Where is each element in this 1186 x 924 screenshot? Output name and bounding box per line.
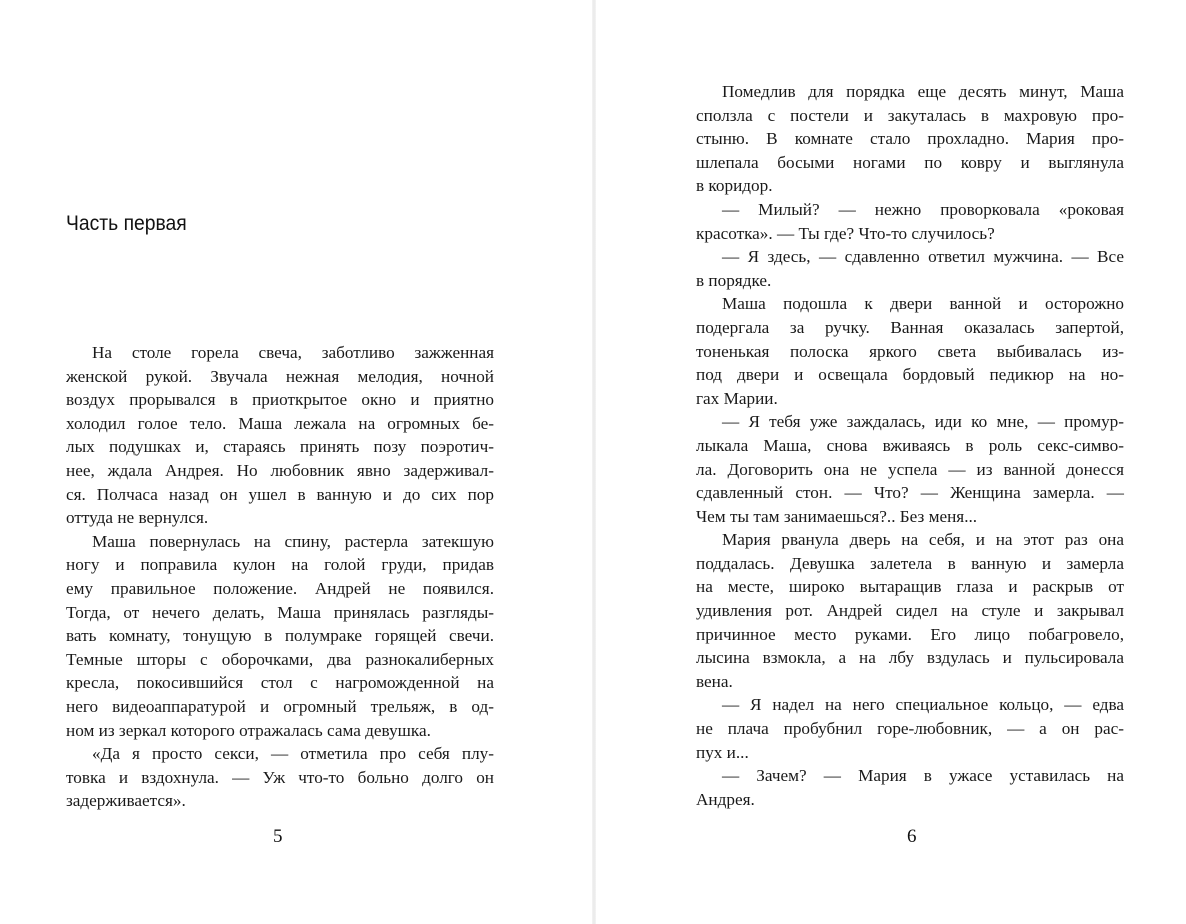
text-line: лых подушках и, стараясь принять позу поэротич- [66, 437, 494, 457]
text-line: красотка». — Ты где? Что-то случилось? [696, 223, 995, 243]
text-line: не плача пробубнил горе-любовник, — а он рас- [696, 719, 1124, 739]
chapter-title: Часть первая [66, 212, 187, 235]
text-line: холодил голое тело. Маша лежала на огромных бе- [66, 413, 494, 433]
text-line: причинное место руками. Его лицо побагровело, [696, 624, 1124, 644]
text-line: «Да я просто секси, — отметила про себя плу- [92, 744, 494, 764]
text-line: Мария рванула дверь на себя, и на этот раз она [722, 530, 1124, 550]
text-line: удивления рот. Андрей сидел на стуле и закрывал [696, 601, 1124, 621]
text-line: него видеоаппаратурой и огромный трельяж, в од- [66, 696, 494, 716]
page-number-right: 6 [907, 826, 917, 847]
paragraph [696, 764, 1124, 811]
paragraph [66, 530, 494, 742]
text-line: ногу и поправила кулон на голой груди, придав [66, 555, 494, 575]
text-line: в порядке. [696, 270, 772, 290]
paragraph [696, 528, 1124, 693]
text-line: Помедлив для порядка еще десять минут, Маша [722, 82, 1124, 101]
text-line: кресла, покосившийся стол с нагроможденной на [66, 673, 494, 693]
text-line: — Я здесь, — сдавленно ответил мужчина. — Все [722, 247, 1124, 267]
text-line: вать комнату, тонущую в полумраке горящей свечи. [66, 626, 494, 646]
text-line: Маша повернулась на спину, растерла затекшую [92, 531, 494, 551]
text-line: тоненькая полоска яркого света выбивалась из- [696, 341, 1124, 361]
text-line: оттуда не вернулся. [66, 508, 209, 528]
text-line: гах Марии. [696, 388, 778, 408]
text-line: Тогда, от нечего делать, Маша принялась разгляды- [66, 602, 494, 622]
text-line: ном из зеркал которого отражалась сама девушка. [66, 720, 431, 740]
text-line: — Я надел на него специальное кольцо, — едва [722, 695, 1124, 715]
text-line: лыкала Маша, снова вживаясь в роль секс-симво- [696, 435, 1124, 455]
text-line: подергала за ручку. Ванная оказалась запертой, [696, 317, 1124, 337]
text-line: шлепала босыми ногами по ковру и выглянула [696, 152, 1124, 172]
text-line: поддалась. Девушка залетела в ванную и замерла [696, 553, 1124, 573]
right-page-text [696, 80, 1124, 811]
left-page-text [66, 341, 494, 813]
paragraph [696, 198, 1124, 245]
text-line: сползла с постели и закуталась в махровую про- [696, 105, 1124, 125]
text-line: воздух прорывался в приоткрытое окно и приятно [66, 390, 494, 410]
page-number-left: 5 [273, 826, 283, 847]
text-line: Чем ты там занимаешься?.. Без меня... [696, 506, 978, 526]
text-line: ся. Полчаса назад он ушел в ванную и до сих пор [66, 484, 494, 504]
text-line: ла. Договорить она не успела — из ванной донесся [696, 459, 1124, 479]
text-line: под двери и освещала бордовый педикюр на но- [696, 365, 1124, 385]
text-line: — Я тебя уже заждалась, иди ко мне, — промур- [722, 412, 1124, 432]
right-page [596, 0, 1186, 924]
text-line: На столе горела свеча, заботливо зажженная [92, 343, 494, 362]
text-line: в коридор. [696, 176, 773, 196]
text-line: задерживается». [66, 791, 186, 811]
text-line: ему правильное положение. Андрей не появился. [66, 578, 494, 598]
text-line: женской рукой. Звучала нежная мелодия, ночной [66, 366, 494, 386]
text-line: товка и вздохнула. — Уж что-то больно долго он [66, 767, 494, 787]
text-line: Темные шторы с оборочками, два разнокалиберных [66, 649, 494, 669]
text-line: вена. [696, 671, 733, 691]
text-line: — Зачем? — Мария в ужасе уставилась на [722, 766, 1124, 786]
text-line: лысина взмокла, а на лбу вздулась и пульсировала [696, 648, 1124, 668]
text-line: стыню. В комнате стало прохладно. Мария про- [696, 129, 1124, 149]
paragraph [696, 410, 1124, 528]
paragraph [66, 341, 494, 530]
paragraph [66, 742, 494, 813]
text-line: на месте, широко вытаращив глаза и раскрыв от [696, 577, 1124, 597]
paragraph [696, 292, 1124, 410]
text-line: сдавленный стон. — Что? — Женщина замерла. — [696, 483, 1124, 503]
text-line: Андрея. [696, 789, 755, 809]
paragraph [696, 80, 1124, 198]
paragraph [696, 693, 1124, 764]
paragraph [696, 245, 1124, 292]
text-line: нее, ждала Андрея. Но любовник явно задерживал- [66, 460, 494, 480]
text-line: — Милый? — нежно проворковала «роковая [722, 199, 1124, 219]
text-line: Маша подошла к двери ванной и осторожно [722, 294, 1124, 314]
text-line: пух и... [696, 742, 749, 762]
